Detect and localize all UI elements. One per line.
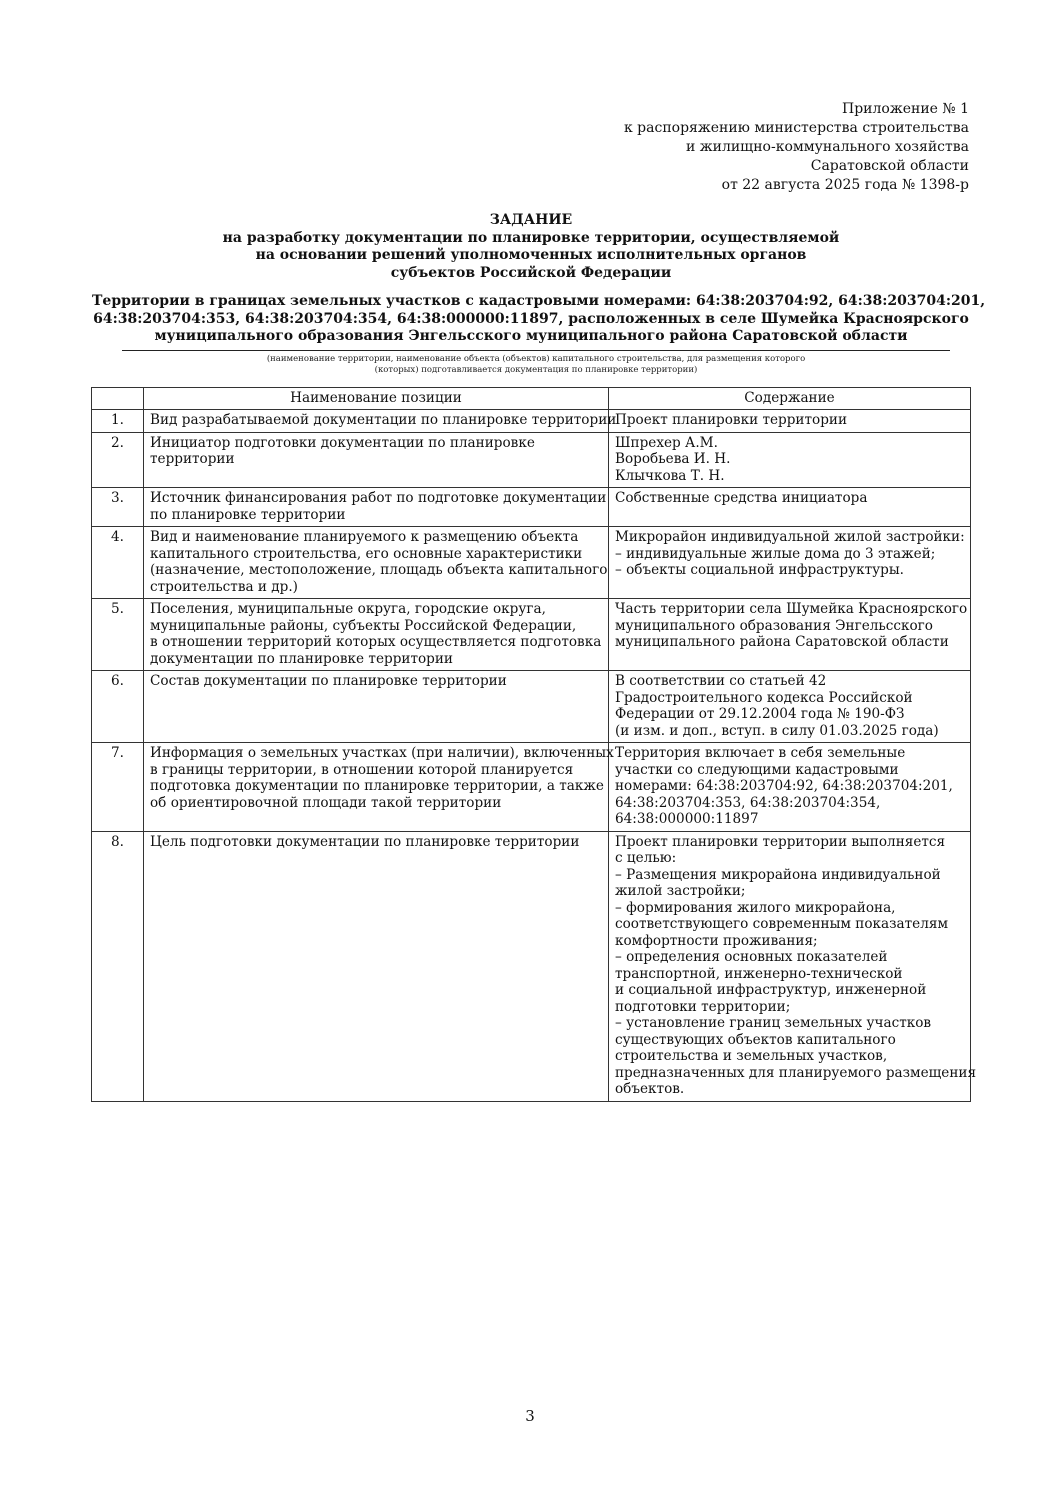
content-line: Проект планировки территории	[615, 412, 848, 428]
caption-line: (наименование территории, наименование объекта (объектов) капитального строительства, для размещения которого	[266, 354, 806, 364]
row-number: 2.	[92, 432, 144, 488]
territory-line: 64:38:203704:353, 64:38:203704:354, 64:38:000000:11897, расположенных в селе Шумейка Красноярского	[93, 310, 969, 327]
row-number: 1.	[92, 410, 144, 433]
position-name-line: по планировке территории	[150, 506, 346, 523]
title-line: на основании решений уполномоченных исполнительных органов	[255, 247, 807, 263]
content-line: подготовки территории;	[615, 998, 791, 1015]
row-number: 3.	[92, 488, 144, 527]
content-line: строительства и земельных участков,	[615, 1048, 888, 1064]
content-line: жилой застройки;	[615, 883, 746, 899]
caption-line: (которых) подготавливается документация по планировке территории)	[374, 365, 698, 375]
underline-rule	[122, 350, 950, 351]
position-name-line: в границы территории, в отношении которой планируется	[150, 761, 574, 778]
content-line: – формирования жилого микрорайона,	[615, 899, 896, 916]
position-name-line: подготовка документации по планировке территории, а также	[150, 778, 604, 794]
row-number: 6.	[92, 671, 144, 743]
content-cell	[609, 488, 971, 527]
content-line: существующих объектов капитального	[615, 1031, 896, 1048]
appendix-header	[549, 100, 969, 195]
content-line: Территория включает в себя земельные	[615, 745, 906, 761]
appendix-line: и жилищно-коммунального хозяйства	[685, 139, 969, 155]
position-name-line: территории	[150, 451, 235, 467]
position-name-cell	[144, 410, 617, 433]
content-line: – установление границ земельных участков	[615, 1015, 932, 1031]
header-value: Содержание	[609, 388, 971, 410]
position-name-cell	[144, 599, 609, 671]
content-cell	[609, 831, 977, 1101]
position-name-line: Инициатор подготовки документации по планировке	[150, 434, 535, 451]
row-number: 5.	[92, 599, 144, 671]
position-name-cell	[144, 527, 609, 599]
table-row	[92, 599, 971, 671]
territory-line: Территории в границах земельных участков с кадастровыми номерами: 64:38:203704:92, 64:38:203704:201,	[92, 293, 986, 309]
content-line: номерами: 64:38:203704:92, 64:38:203704:201,	[615, 778, 953, 794]
content-line: Федерации от 29.12.2004 года № 190-ФЗ	[615, 706, 905, 722]
position-name-line: (назначение, местоположение, площадь объекта капитального	[150, 562, 608, 578]
content-line: с целью:	[615, 850, 677, 866]
content-cell	[609, 599, 971, 671]
row-number: 7.	[92, 743, 144, 832]
table-body	[92, 410, 977, 1102]
territory-description	[92, 293, 986, 346]
territory-line: муниципального образования Энгельсского муниципального района Саратовской области	[154, 328, 908, 344]
header-num	[92, 388, 144, 410]
appendix-line: к распоряжению министерства строительства	[623, 120, 969, 136]
position-name-cell	[144, 831, 609, 1101]
content-line: предназначенных для планируемого размещения	[615, 1064, 977, 1081]
content-line: Воробьева И. Н.	[615, 451, 731, 467]
appendix-line: Саратовской области	[810, 158, 969, 174]
content-line: Микрорайон индивидуальной жилой застройки:	[615, 529, 965, 545]
content-cell	[609, 743, 971, 832]
appendix-line: Приложение № 1	[842, 101, 969, 117]
document-title	[92, 212, 970, 282]
position-name-line: об ориентировочной площади такой территории	[150, 794, 502, 811]
content-line: объектов.	[615, 1081, 685, 1097]
title-line: на разработку документации по планировке территории, осуществляемой	[222, 229, 840, 246]
row-number: 8.	[92, 831, 144, 1101]
table-row	[92, 410, 971, 433]
position-name-line: Вид и наименование планируемого к размещению объекта	[150, 529, 579, 545]
table-row	[92, 527, 971, 599]
position-name-line: Вид разрабатываемой документации по планировке территории	[150, 412, 617, 428]
content-line: (и изм. и доп., вступ. в силу 01.03.2025 года)	[615, 722, 939, 739]
position-name-line: строительства и др.)	[150, 578, 298, 595]
task-table	[91, 387, 977, 1102]
table-row	[92, 488, 971, 527]
content-line: 64:38:203704:353, 64:38:203704:354,	[615, 794, 881, 811]
position-name-line: Источник финансирования работ по подготовке документации	[150, 490, 607, 506]
row-number: 4.	[92, 527, 144, 599]
territory-caption	[122, 354, 950, 376]
position-name-line: муниципальные районы, субъекты Российской Федерации,	[150, 617, 577, 634]
position-name-line: Информация о земельных участках (при наличии), включенных	[150, 745, 614, 761]
table-row	[92, 671, 971, 743]
position-name-line: Цель подготовки документации по планировке территории	[150, 833, 580, 850]
content-line: комфортности проживания;	[615, 932, 818, 949]
page-number: 3	[525, 1407, 535, 1425]
content-line: Шпрехер А.М.	[615, 434, 718, 451]
content-line: Собственные средства инициатора	[615, 490, 868, 506]
content-line: – индивидуальные жилые дома до 3 этажей;	[615, 545, 936, 562]
content-line: В соответствии со статьей 42	[615, 673, 827, 689]
content-line: транспортной, инженерно-технической	[615, 965, 903, 982]
content-line: соответствующего современным показателям	[615, 916, 949, 932]
title-line: субъектов Российской Федерации	[390, 264, 672, 281]
position-name-cell	[144, 671, 609, 743]
position-name-cell	[144, 488, 609, 527]
appendix-line: от 22 августа 2025 года № 1398-р	[721, 177, 969, 193]
content-cell	[609, 432, 971, 488]
table-header-row	[92, 388, 971, 410]
content-line: Проект планировки территории выполняется	[615, 833, 946, 850]
position-name-line: документации по планировке территории	[150, 650, 453, 667]
content-line: муниципального района Саратовской области	[615, 634, 949, 650]
content-line: – определения основных показателей	[615, 949, 888, 965]
position-name-line: Поселения, муниципальные округа, городские округа,	[150, 601, 546, 617]
position-name-line: в отношении территорий которых осуществляется подготовка	[150, 634, 602, 650]
content-line: Градостроительного кодекса Российской	[615, 689, 913, 706]
table-row	[92, 432, 971, 488]
content-line: – объекты социальной инфраструктуры.	[615, 562, 904, 578]
title-line: ЗАДАНИЕ	[489, 212, 573, 228]
content-cell	[609, 671, 971, 743]
table-row	[92, 831, 971, 1101]
content-cell	[609, 527, 971, 599]
table-row	[92, 743, 971, 832]
content-line: и социальной инфраструктур, инженерной	[615, 982, 927, 998]
content-line: Клычкова Т. Н.	[615, 467, 725, 484]
position-name-cell	[144, 743, 614, 832]
position-name-cell	[144, 432, 609, 488]
content-line: участки со следующими кадастровыми	[615, 761, 899, 778]
position-name-line: капитального строительства, его основные характеристики	[150, 545, 583, 562]
content-line: Часть территории села Шумейка Красноярского	[615, 601, 968, 617]
position-name-line: Состав документации по планировке территории	[150, 673, 507, 689]
header-name: Наименование позиции	[144, 388, 609, 410]
content-cell	[609, 410, 971, 433]
content-line: – Размещения микрорайона индивидуальной	[615, 866, 941, 883]
content-line: 64:38:000000:11897	[615, 811, 759, 827]
content-line: муниципального образования Энгельсского	[615, 617, 933, 634]
